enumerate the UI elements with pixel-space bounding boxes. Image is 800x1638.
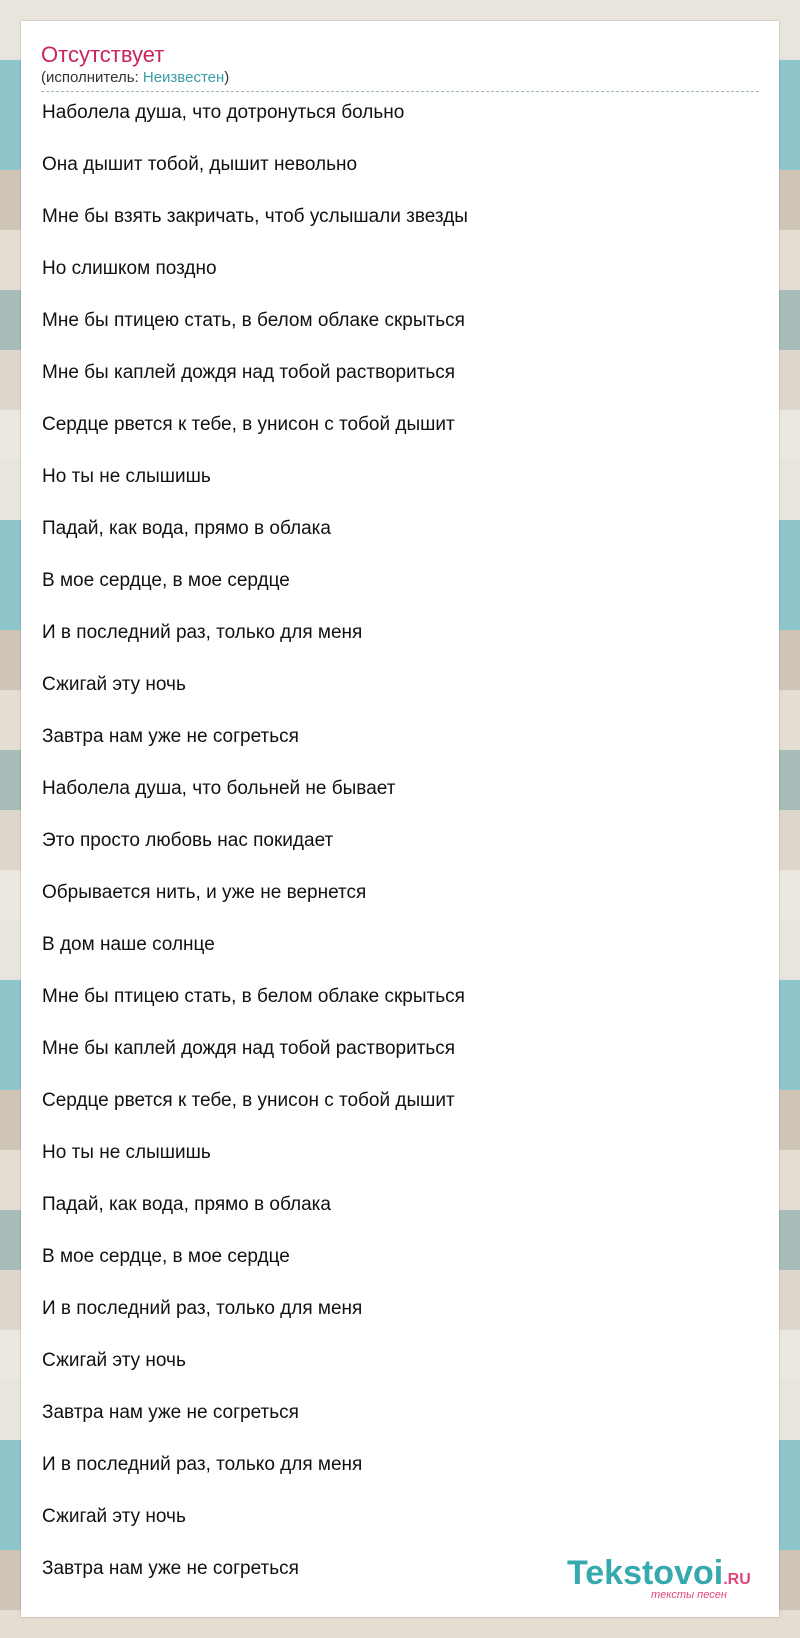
lyrics-list xyxy=(42,101,742,1609)
lyrics-page xyxy=(21,21,779,1617)
lyric-line: И в последний раз, только для меня xyxy=(42,622,363,643)
artist-suffix: ) xyxy=(224,69,230,86)
lyric-line: Сжигай эту ночь xyxy=(42,1506,186,1527)
lyric-line: И в последний раз, только для меня xyxy=(42,1454,363,1475)
lyric-line: Сердце рвется к тебе, в унисон с тобой дышит xyxy=(42,1090,455,1111)
lyric-line: Сердце рвется к тебе, в унисон с тобой дышит xyxy=(42,414,455,435)
lyric-line: Сжигай эту ночь xyxy=(42,1350,186,1371)
logo-tld: .RU xyxy=(723,1571,751,1588)
logo-name: Tekstovoi xyxy=(567,1554,724,1592)
lyric-line: Мне бы каплей дождя над тобой раствориться xyxy=(42,1038,456,1059)
lyric-line: Она дышит тобой, дышит невольно xyxy=(42,154,358,175)
header-divider xyxy=(41,91,759,92)
lyric-line: Падай, как вода, прямо в облака xyxy=(42,1194,331,1215)
logo-tagline: тексты песен xyxy=(651,1589,727,1601)
artist-line xyxy=(41,69,761,87)
artist-link[interactable]: Неизвестен xyxy=(142,69,225,86)
lyric-line: И в последний раз, только для меня xyxy=(42,1298,363,1319)
site-logo[interactable] xyxy=(567,1555,767,1605)
lyric-line: Это просто любовь нас покидает xyxy=(42,830,334,851)
lyric-line: В дом наше солнце xyxy=(42,934,215,955)
song-header xyxy=(41,41,761,87)
lyric-line: Наболела душа, что больней не бывает xyxy=(42,778,396,799)
lyric-line: Завтра нам уже не согреться xyxy=(42,1402,299,1423)
lyric-line: Завтра нам уже не согреться xyxy=(42,726,299,747)
lyric-line: Мне бы взять закричать, чтоб услышали звезды xyxy=(42,206,468,227)
lyric-line: Сжигай эту ночь xyxy=(42,674,186,695)
lyric-line: Но ты не слышишь xyxy=(42,466,211,487)
artist-prefix: (исполнитель: xyxy=(41,69,143,86)
lyric-line: Но слишком поздно xyxy=(42,258,217,279)
lyric-line: В мое сердце, в мое сердце xyxy=(42,570,290,591)
lyric-line: Мне бы птицею стать, в белом облаке скрыться xyxy=(42,310,465,331)
lyric-line: Обрывается нить, и уже не вернется xyxy=(42,882,367,903)
lyric-line: Но ты не слышишь xyxy=(42,1142,211,1163)
lyric-line: Мне бы каплей дождя над тобой раствориться xyxy=(42,362,456,383)
lyric-line: Наболела душа, что дотронуться больно xyxy=(42,102,405,123)
lyric-line: Падай, как вода, прямо в облака xyxy=(42,518,331,539)
song-title: Отсутствует xyxy=(41,42,165,67)
lyric-line: Мне бы птицею стать, в белом облаке скрыться xyxy=(42,986,465,1007)
lyric-line: В мое сердце, в мое сердце xyxy=(42,1246,290,1267)
lyric-line: Завтра нам уже не согреться xyxy=(42,1558,299,1579)
